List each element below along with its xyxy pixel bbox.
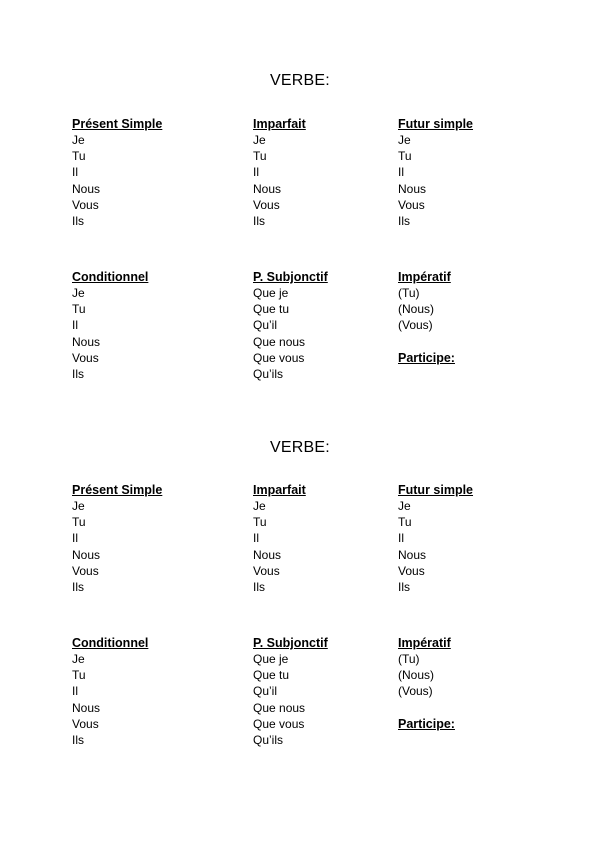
pronoun-line: (Nous) [398, 302, 435, 317]
pronoun-line: Vous [72, 197, 99, 212]
imparfait-column [253, 482, 393, 595]
pronoun-line: Que je [253, 652, 289, 666]
pronoun-line: Il [72, 531, 78, 546]
pronoun-line: Tu [72, 515, 86, 530]
pronoun-line: Que vous [253, 350, 305, 365]
pronoun-line: (Vous) [398, 684, 433, 699]
pronoun-line: Qu’il [253, 684, 278, 699]
imparfait-heading: Imparfait [253, 117, 306, 131]
pronoun-line: Nous [398, 181, 427, 196]
pronoun-line: Je [72, 499, 85, 513]
pronoun-line: Tu [398, 149, 412, 164]
pronoun-line: (Tu) [398, 652, 420, 666]
imparfait-heading: Imparfait [253, 483, 306, 497]
present-simple-heading: Présent Simple [72, 483, 163, 497]
pronoun-line: Ils [72, 366, 84, 381]
spacer [398, 700, 548, 716]
pronoun-line: Vous [72, 350, 99, 365]
pronoun-line: Vous [253, 563, 280, 578]
pronoun-line: Ils [253, 579, 265, 594]
verb-title: VERBE: [270, 72, 330, 89]
futur-simple-column [398, 482, 548, 595]
verb-title: VERBE: [270, 439, 330, 456]
imparfait-column [253, 116, 393, 229]
pronoun-line: Nous [398, 547, 427, 562]
pronoun-line: Il [398, 531, 404, 546]
pronoun-line: Ils [72, 213, 84, 228]
pronoun-line: Que nous [253, 334, 306, 349]
pronoun-line: Je [72, 652, 85, 666]
pronoun-line: (Nous) [398, 668, 435, 683]
pronoun-line: Que vous [253, 716, 305, 731]
pronoun-line: Vous [398, 563, 425, 578]
pronoun-line: Tu [398, 515, 412, 530]
pronoun-line: Qu’il [253, 318, 278, 333]
pronoun-line: Nous [253, 547, 282, 562]
pronoun-line: (Tu) [398, 286, 420, 300]
pronoun-line: (Vous) [398, 318, 433, 333]
pronoun-line: Je [72, 133, 85, 147]
pronoun-line: Il [253, 531, 259, 546]
pronoun-line: Ils [72, 732, 84, 747]
subjonctif-column [253, 269, 393, 382]
pronoun-line: Il [72, 165, 78, 180]
pronoun-line: Il [72, 684, 78, 699]
present-simple-column [72, 482, 242, 595]
pronoun-line: Je [398, 133, 411, 147]
conditionnel-column [72, 269, 242, 382]
pronoun-line: Vous [253, 197, 280, 212]
pronoun-line: Que tu [253, 668, 290, 683]
conditionnel-heading: Conditionnel [72, 270, 149, 284]
pronoun-line: Qu’ils [253, 366, 284, 381]
pronoun-line: Nous [72, 334, 101, 349]
participe-heading: Participe: [398, 716, 455, 731]
pronoun-line: Vous [72, 716, 99, 731]
futur-simple-heading: Futur simple [398, 483, 474, 497]
pronoun-line: Ils [72, 579, 84, 594]
pronoun-line: Ils [398, 213, 410, 228]
pronoun-line: Tu [253, 515, 267, 530]
pronoun-line: Que nous [253, 700, 306, 715]
pronoun-line: Je [253, 133, 266, 147]
imperatif-column [398, 635, 548, 732]
pronoun-line: Nous [253, 181, 282, 196]
pronoun-line: Vous [398, 197, 425, 212]
imperatif-heading: Impératif [398, 270, 451, 284]
pronoun-line: Ils [398, 579, 410, 594]
present-simple-column [72, 116, 242, 229]
pronoun-line: Qu’ils [253, 732, 284, 747]
pronoun-line: Vous [72, 563, 99, 578]
futur-simple-heading: Futur simple [398, 117, 474, 131]
pronoun-line: Ils [253, 213, 265, 228]
imperatif-heading: Impératif [398, 636, 451, 650]
futur-simple-column [398, 116, 548, 229]
present-simple-heading: Présent Simple [72, 117, 163, 131]
pronoun-line: Je [253, 499, 266, 513]
pronoun-line: Tu [72, 302, 86, 317]
pronoun-line: Tu [253, 149, 267, 164]
participe-heading: Participe: [398, 350, 455, 365]
pronoun-line: Je [72, 286, 85, 300]
pronoun-line: Tu [72, 668, 86, 683]
pronoun-line: Nous [72, 181, 101, 196]
pronoun-line: Nous [72, 700, 101, 715]
conditionnel-heading: Conditionnel [72, 636, 149, 650]
subjonctif-heading: P. Subjonctif [253, 270, 328, 284]
subjonctif-column [253, 635, 393, 748]
conditionnel-column [72, 635, 242, 748]
pronoun-line: Je [398, 499, 411, 513]
imperatif-column [398, 269, 548, 366]
pronoun-line: Que je [253, 286, 289, 300]
pronoun-line: Il [398, 165, 404, 180]
pronoun-line: Nous [72, 547, 101, 562]
pronoun-line: Il [72, 318, 78, 333]
subjonctif-heading: P. Subjonctif [253, 636, 328, 650]
pronoun-line: Tu [72, 149, 86, 164]
spacer [398, 334, 548, 350]
pronoun-line: Que tu [253, 302, 290, 317]
pronoun-line: Il [253, 165, 259, 180]
